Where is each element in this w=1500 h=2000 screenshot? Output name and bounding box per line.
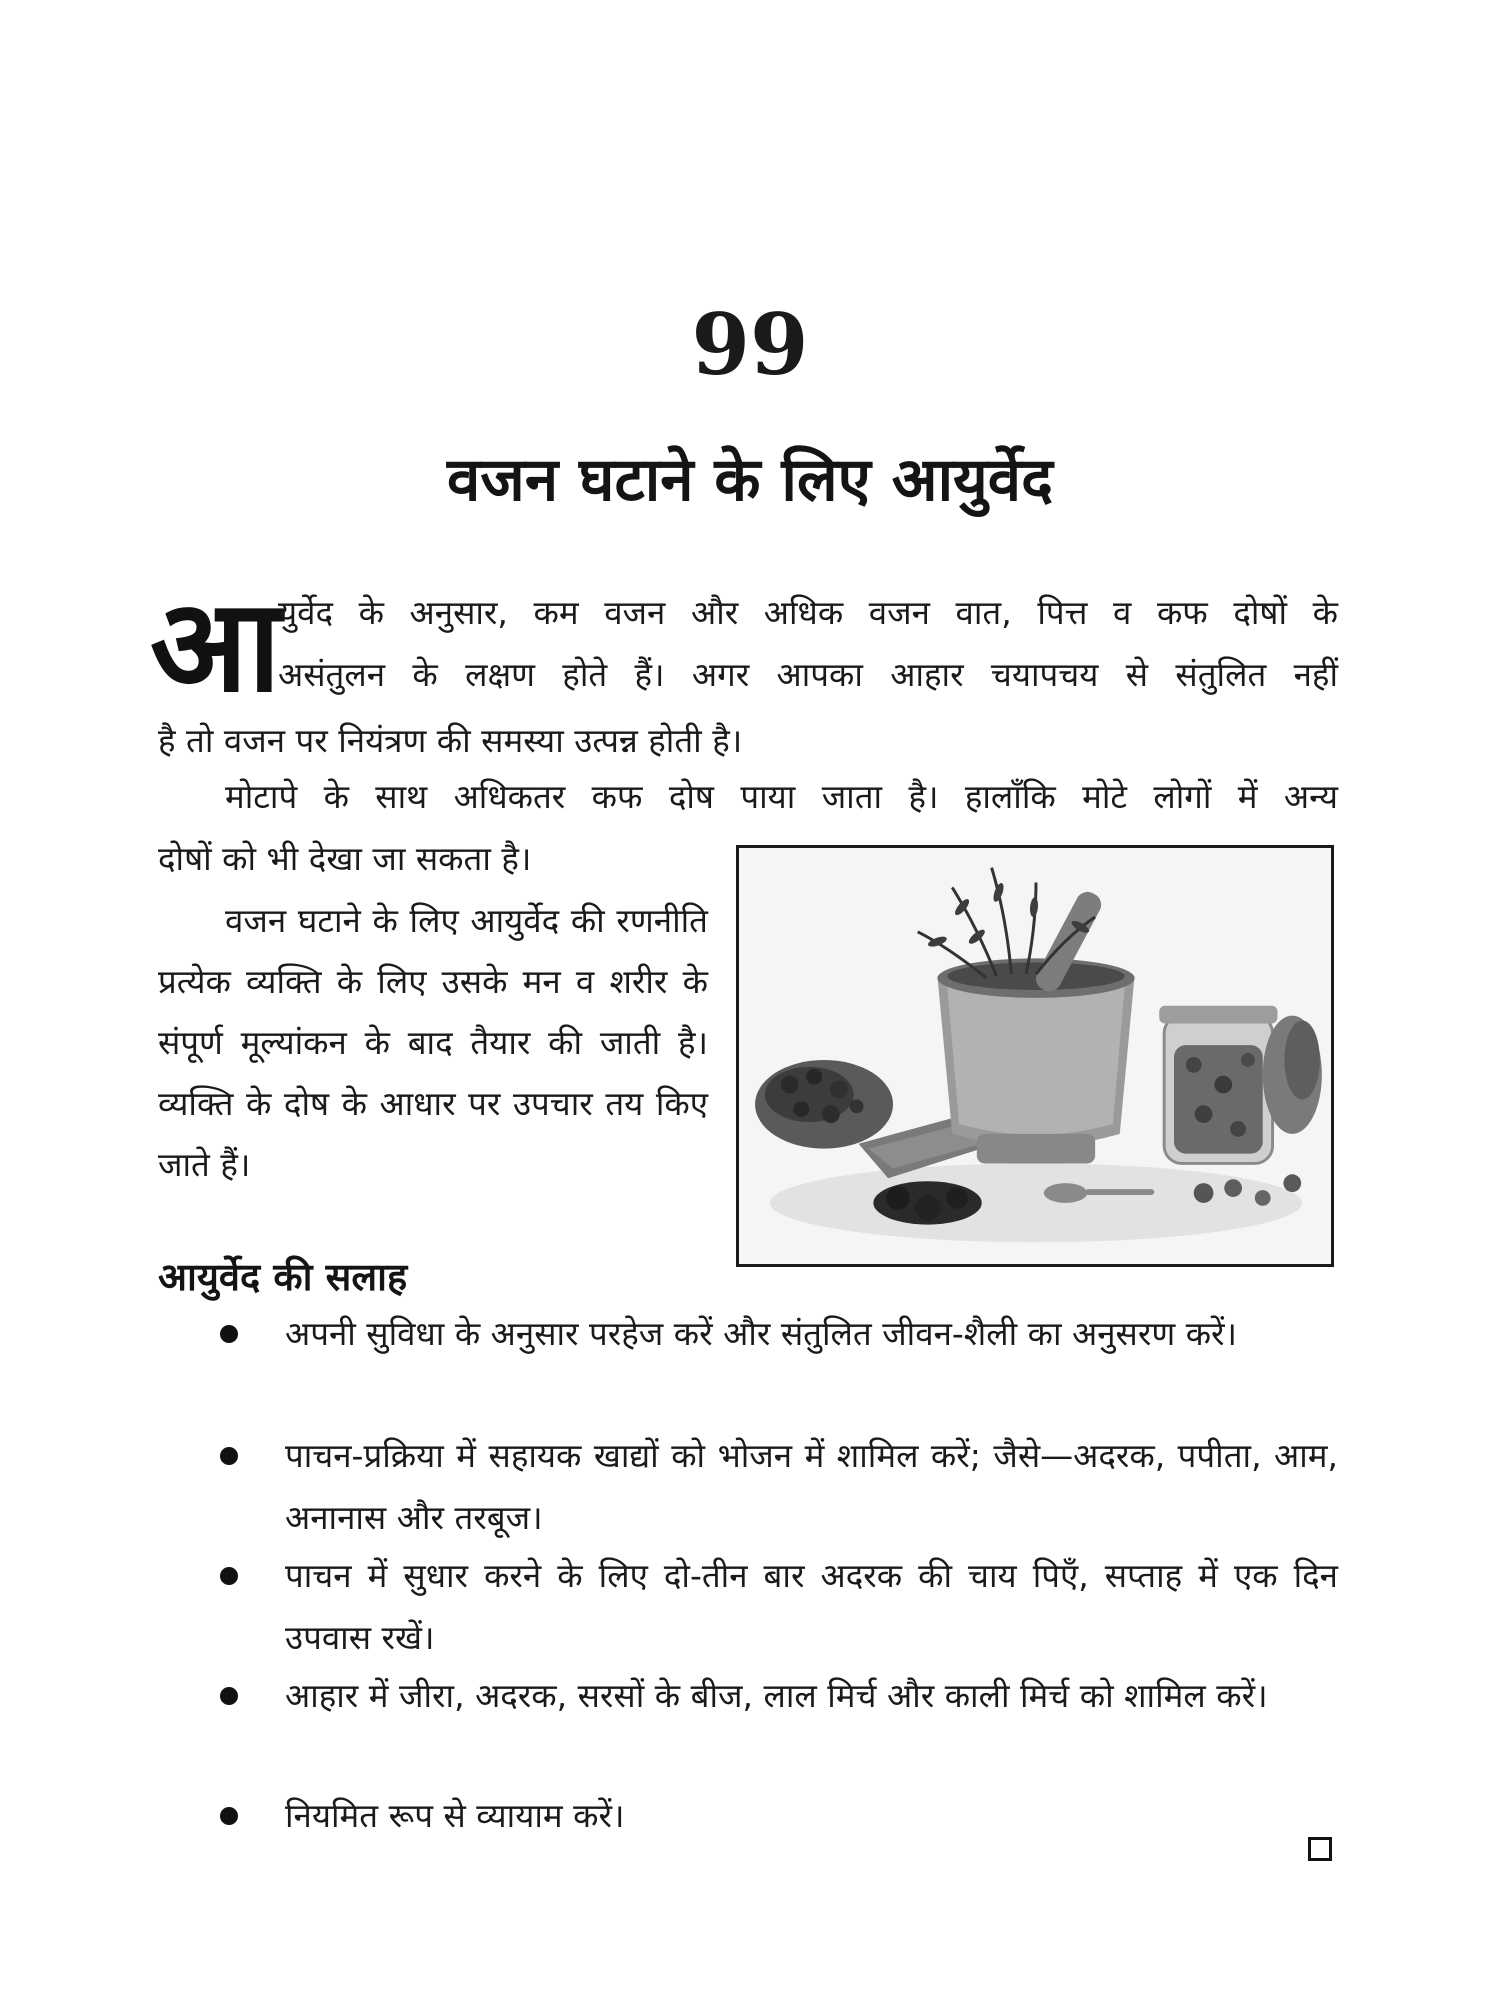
section-heading: आयुर्वेद की सलाह (158, 1255, 408, 1299)
intro-line-2: असंतुलन के लक्षण होते हैं। अगर आपका आहार चयापचय से संतुलित नहीं (278, 655, 1338, 694)
drop-cap: आ (150, 572, 281, 721)
paragraph-3: वजन घटाने के लिए आयुर्वेद की रणनीति प्रत्येक व्यक्ति के लिए उसके मन व शरीर के संपूर्ण मूल्यांकन के बाद तैयार की जाती है। व्यक्ति के दोष के आधार पर उपचार तय किए जाते हैं। (158, 901, 708, 1184)
paragraph-2-line-2: दोषों को भी देखा जा सकता है। (158, 839, 532, 878)
list-item-text: पाचन-प्रक्रिया में सहायक खाद्यों को भोजन में शामिल करें; जैसे—अदरक, पपीता, आम, अनानास और तरबूज। (285, 1436, 1338, 1537)
paragraph-2-line-1: मोटापे के साथ अधिकतर कफ दोष पाया जाता है। हालाँकि मोटे लोगों में अन्य (225, 777, 1338, 816)
bullet-icon (220, 1447, 238, 1465)
bullet-icon (220, 1687, 238, 1705)
list-item-text: पाचन में सुधार करने के लिए दो-तीन बार अदरक की चाय पिएँ, सप्ताह में एक दिन उपवास रखें। (285, 1556, 1338, 1657)
list-item-text: आहार में जीरा, अदरक, सरसों के बीज, लाल मिर्च और काली मिर्च को शामिल करें। (285, 1676, 1268, 1715)
chapter-title: वजन घटाने के लिए आयुर्वेद (446, 445, 1054, 515)
chapter-number: 99 (691, 295, 809, 394)
list-item-text: नियमित रूप से व्यायाम करें। (285, 1796, 625, 1835)
bullet-icon (220, 1567, 238, 1585)
bullet-icon (220, 1325, 238, 1343)
intro-line-3: है तो वजन पर नियंत्रण की समस्या उत्पन्न होती है। (158, 721, 743, 760)
end-of-chapter-square-icon (1308, 1837, 1332, 1861)
list-item-text: अपनी सुविधा के अनुसार परहेज करें और संतुलित जीवन-शैली का अनुसरण करें। (285, 1314, 1238, 1353)
intro-line-1: युर्वेद के अनुसार, कम वजन और अधिक वजन वात, पित्त व कफ दोषों के (278, 593, 1338, 632)
bullet-icon (220, 1807, 238, 1825)
